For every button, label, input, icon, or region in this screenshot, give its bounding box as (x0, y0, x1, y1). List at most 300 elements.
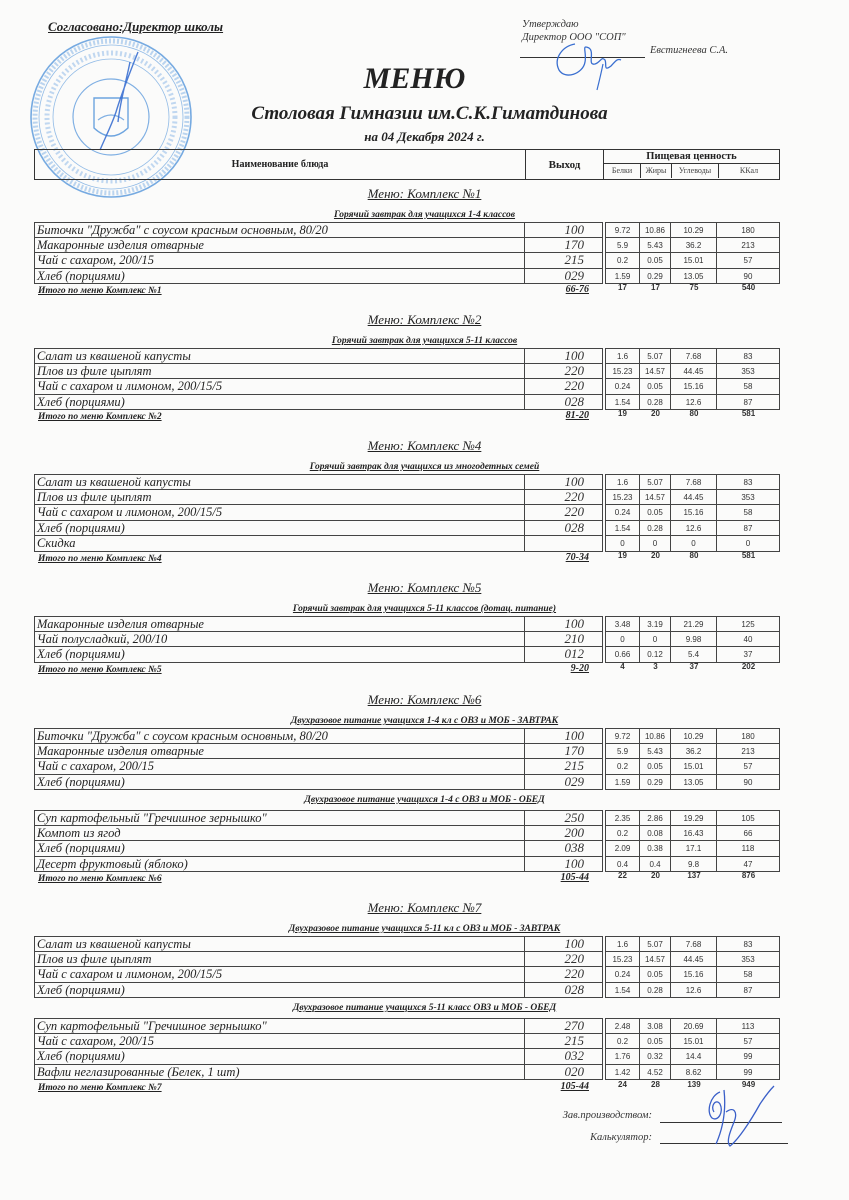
table-row (34, 521, 780, 537)
dish-protein: 3.48 (605, 616, 640, 632)
dish-kcal: 37 (717, 647, 780, 663)
dish-fat: 5.07 (640, 348, 671, 364)
dish-protein: 1.6 (605, 474, 640, 490)
dish-protein: 9.72 (605, 728, 640, 744)
dish-carbs: 16.43 (671, 826, 717, 842)
dish-carbs: 8.62 (671, 1065, 717, 1081)
dish-fat: 0.08 (640, 826, 671, 842)
canteen-name: Столовая Гимназии им.С.К.Гиматдинова (251, 103, 608, 124)
column-group-nutrition (604, 150, 779, 179)
dish-kcal: 0 (717, 536, 780, 552)
dish-carbs: 44.45 (671, 490, 717, 506)
dish-output: 215 (525, 253, 603, 269)
dish-fat: 5.43 (640, 744, 671, 760)
dish-name: Хлеб (порциями) (34, 395, 525, 411)
dish-protein: 5.9 (605, 744, 640, 760)
dish-kcal: 353 (717, 952, 780, 968)
dish-kcal: 83 (717, 474, 780, 490)
dish-fat: 3.19 (640, 616, 671, 632)
dish-protein: 1.54 (605, 983, 640, 999)
dish-output: 100 (525, 936, 603, 952)
total-price: 105-44 (560, 872, 589, 883)
dish-protein: 0 (605, 536, 640, 552)
dish-fat: 14.57 (640, 490, 671, 506)
dish-carbs: 12.6 (671, 395, 717, 411)
approved-by-school-director: Согласовано:Директор школы (48, 19, 224, 34)
column-header-nutrition: Пищевая ценность (604, 150, 779, 164)
dish-protein: 2.09 (605, 841, 640, 857)
complex-total-row (34, 872, 780, 886)
dish-fat: 0.05 (640, 379, 671, 395)
dish-protein: 15.23 (605, 490, 640, 506)
dish-kcal: 83 (717, 348, 780, 364)
dish-protein: 15.23 (605, 364, 640, 380)
dish-fat: 5.07 (640, 474, 671, 490)
total-label: Итого по меню Комплекс №1 (38, 286, 162, 296)
table-row (34, 238, 780, 254)
total-carbs: 75 (689, 283, 699, 292)
approve-line-2: Директор ООО "СОП" (522, 32, 626, 43)
dish-kcal: 87 (717, 521, 780, 537)
dish-name: Чай с сахаром, 200/15 (34, 1034, 525, 1050)
total-carbs: 80 (689, 409, 699, 418)
meal-group-title: Двухразовое питание учащихся 5-11 кл с ОВЗ и МОБ - ЗАВТРАК (288, 924, 561, 934)
dish-output: 028 (525, 521, 603, 537)
dish-name: Хлеб (порциями) (34, 647, 525, 663)
dish-protein: 2.35 (605, 810, 640, 826)
calculator-label: Калькулятор: (590, 1132, 652, 1143)
dish-output: 032 (525, 1049, 603, 1065)
dish-carbs: 15.16 (671, 967, 717, 983)
dish-carbs: 14.4 (671, 1049, 717, 1065)
dish-output: 270 (525, 1018, 603, 1034)
total-protein: 19 (618, 409, 627, 418)
total-label: Итого по меню Комплекс №7 (38, 1083, 162, 1093)
dish-fat: 5.07 (640, 936, 671, 952)
table-row (34, 269, 780, 285)
dish-fat: 0.28 (640, 395, 671, 411)
dish-kcal: 87 (717, 395, 780, 411)
dish-fat: 0.12 (640, 647, 671, 663)
dish-fat: 0.28 (640, 983, 671, 999)
table-row (34, 474, 780, 490)
complex-total-row (34, 1081, 780, 1095)
dish-fat: 0.05 (640, 967, 671, 983)
dish-output: 100 (525, 857, 603, 873)
dish-fat: 0.28 (640, 521, 671, 537)
dish-name: Чай с сахаром, 200/15 (34, 253, 525, 269)
table-row (34, 253, 780, 269)
dish-name: Макаронные изделия отварные (34, 238, 525, 254)
dish-fat: 14.57 (640, 364, 671, 380)
table-row (34, 841, 780, 857)
dish-protein: 2.48 (605, 1018, 640, 1034)
dish-protein: 1.59 (605, 269, 640, 285)
meal-group-title: Горячий завтрак для учащихся 5-11 классов (331, 336, 518, 346)
dish-table (34, 616, 780, 663)
total-price: 9-20 (570, 663, 589, 674)
dish-output: 100 (525, 222, 603, 238)
dish-name: Плов из филе цыплят (34, 490, 525, 506)
dish-name: Салат из квашеной капусты (34, 474, 525, 490)
dish-name: Плов из филе цыплят (34, 952, 525, 968)
table-row (34, 505, 780, 521)
dish-output: 220 (525, 490, 603, 506)
dish-name: Чай полусладкий, 200/10 (34, 632, 525, 648)
total-protein: 22 (618, 871, 627, 880)
dish-kcal: 90 (717, 269, 780, 285)
dish-protein: 1.6 (605, 936, 640, 952)
dish-table (34, 222, 780, 284)
dish-carbs: 10.29 (671, 222, 717, 238)
dish-name: Десерт фруктовый (яблоко) (34, 857, 525, 873)
table-row (34, 395, 780, 411)
dish-kcal: 118 (717, 841, 780, 857)
total-protein: 4 (620, 662, 625, 671)
table-row (34, 647, 780, 663)
dish-name: Плов из филе цыплят (34, 364, 525, 380)
dish-output: 100 (525, 616, 603, 632)
dish-protein: 0.2 (605, 1034, 640, 1050)
dish-carbs: 13.05 (671, 269, 717, 285)
dish-protein: 1.76 (605, 1049, 640, 1065)
production-head-label: Зав.производством: (562, 1110, 652, 1121)
dish-name: Скидка (34, 536, 525, 552)
table-row (34, 1065, 780, 1081)
dish-protein: 0.2 (605, 253, 640, 269)
meal-group-title: Двухразовое питание учащихся 1-4 кл с ОВЗ и МОБ - ЗАВТРАК (290, 716, 559, 726)
complex-title: Меню: Комплекс №7 (367, 900, 482, 915)
dish-protein: 9.72 (605, 222, 640, 238)
dish-fat: 0.38 (640, 841, 671, 857)
dish-kcal: 57 (717, 759, 780, 775)
total-fat: 3 (653, 662, 658, 671)
dish-carbs: 19.29 (671, 810, 717, 826)
dish-kcal: 353 (717, 364, 780, 380)
dish-carbs: 12.6 (671, 521, 717, 537)
dish-output: 250 (525, 810, 603, 826)
table-row (34, 1034, 780, 1050)
total-kcal: 202 (741, 662, 756, 671)
total-price: 81-20 (565, 410, 589, 421)
dish-fat: 0.32 (640, 1049, 671, 1065)
dish-fat: 0.05 (640, 253, 671, 269)
complex-title: Меню: Комплекс №4 (367, 438, 482, 453)
complex-title: Меню: Комплекс №5 (367, 580, 482, 595)
total-fat: 20 (651, 871, 660, 880)
dish-name: Биточки "Дружба" с соусом красным основным, 80/20 (34, 222, 525, 238)
dish-kcal: 113 (717, 1018, 780, 1034)
dish-kcal: 213 (717, 238, 780, 254)
dish-protein: 0.24 (605, 379, 640, 395)
total-kcal: 876 (741, 871, 756, 880)
total-protein: 24 (618, 1080, 627, 1089)
dish-protein: 0.66 (605, 647, 640, 663)
dish-fat: 2.86 (640, 810, 671, 826)
dish-table (34, 728, 780, 790)
dish-fat: 3.08 (640, 1018, 671, 1034)
menu-date: на 04 Декабря 2024 г. (364, 129, 485, 144)
dish-protein: 1.59 (605, 775, 640, 791)
dish-name: Макаронные изделия отварные (34, 616, 525, 632)
production-signature-icon (690, 1082, 780, 1152)
table-row (34, 632, 780, 648)
dish-output: 028 (525, 983, 603, 999)
dish-kcal: 213 (717, 744, 780, 760)
total-price: 66-76 (565, 284, 589, 295)
dish-name: Компот из ягод (34, 826, 525, 842)
complex-title: Меню: Комплекс №6 (367, 692, 482, 707)
dish-protein: 0.4 (605, 857, 640, 873)
table-row (34, 857, 780, 873)
total-kcal: 581 (741, 551, 756, 560)
dish-protein: 1.54 (605, 395, 640, 411)
dish-carbs: 36.2 (671, 744, 717, 760)
dish-name: Хлеб (порциями) (34, 521, 525, 537)
table-row (34, 379, 780, 395)
dish-name: Хлеб (порциями) (34, 269, 525, 285)
dish-name: Салат из квашеной капусты (34, 936, 525, 952)
dish-output: 029 (525, 775, 603, 791)
table-row (34, 759, 780, 775)
table-row (34, 348, 780, 364)
dish-protein: 0.2 (605, 826, 640, 842)
dish-name: Суп картофельный "Гречишное зернышко" (34, 1018, 525, 1034)
dish-fat: 0.29 (640, 775, 671, 791)
table-row (34, 1018, 780, 1034)
column-header-fat: Жиры (641, 164, 672, 178)
complex-title: Меню: Комплекс №1 (367, 186, 482, 201)
dish-table (34, 1018, 780, 1080)
dish-kcal: 125 (717, 616, 780, 632)
table-row (34, 810, 780, 826)
total-label: Итого по меню Комплекс №4 (38, 554, 162, 564)
dish-carbs: 12.6 (671, 983, 717, 999)
dish-fat: 0 (640, 536, 671, 552)
dish-fat: 10.86 (640, 222, 671, 238)
complex-total-row (34, 552, 780, 566)
dish-name: Вафли неглазированные (Белек, 1 шт) (34, 1065, 525, 1081)
dish-carbs: 7.68 (671, 474, 717, 490)
dish-fat: 0.05 (640, 759, 671, 775)
dish-name: Хлеб (порциями) (34, 775, 525, 791)
complex-total-row (34, 410, 780, 424)
column-header-output: Выход (526, 150, 604, 179)
dish-carbs: 9.8 (671, 857, 717, 873)
dish-fat: 5.43 (640, 238, 671, 254)
total-kcal: 581 (741, 409, 756, 418)
total-label: Итого по меню Комплекс №6 (38, 874, 162, 884)
dish-carbs: 10.29 (671, 728, 717, 744)
table-row (34, 983, 780, 999)
table-row (34, 1049, 780, 1065)
dish-name: Макаронные изделия отварные (34, 744, 525, 760)
table-row (34, 364, 780, 380)
dish-carbs: 17.1 (671, 841, 717, 857)
total-fat: 20 (651, 551, 660, 560)
table-row (34, 967, 780, 983)
dish-name: Биточки "Дружба" с соусом красным основным, 80/20 (34, 728, 525, 744)
dish-kcal: 180 (717, 222, 780, 238)
dish-table (34, 348, 780, 410)
dish-kcal: 40 (717, 632, 780, 648)
dish-output: 220 (525, 505, 603, 521)
dish-output: 220 (525, 364, 603, 380)
dish-fat: 0.05 (640, 1034, 671, 1050)
dish-fat: 0.4 (640, 857, 671, 873)
dish-name: Хлеб (порциями) (34, 1049, 525, 1065)
total-price: 70-34 (565, 552, 589, 563)
total-carbs: 139 (687, 1080, 701, 1089)
dish-table (34, 936, 780, 998)
table-row (34, 744, 780, 760)
dish-protein: 15.23 (605, 952, 640, 968)
total-kcal: 949 (741, 1080, 756, 1089)
table-row (34, 775, 780, 791)
dish-fat: 0.29 (640, 269, 671, 285)
dish-output (525, 536, 603, 552)
dish-name: Хлеб (порциями) (34, 841, 525, 857)
dish-kcal: 105 (717, 810, 780, 826)
dish-kcal: 58 (717, 379, 780, 395)
table-row (34, 222, 780, 238)
dish-kcal: 57 (717, 1034, 780, 1050)
dish-kcal: 353 (717, 490, 780, 506)
dish-output: 220 (525, 952, 603, 968)
complex-total-row (34, 284, 780, 298)
dish-table (34, 474, 780, 552)
total-protein: 19 (618, 551, 627, 560)
total-kcal: 540 (741, 283, 756, 292)
dish-kcal: 66 (717, 826, 780, 842)
column-header-kcal: ККал (739, 166, 759, 175)
dish-output: 200 (525, 826, 603, 842)
dish-output: 170 (525, 744, 603, 760)
dish-carbs: 7.68 (671, 348, 717, 364)
dish-protein: 0.2 (605, 759, 640, 775)
dish-output: 100 (525, 728, 603, 744)
dish-output: 038 (525, 841, 603, 857)
dish-carbs: 20.69 (671, 1018, 717, 1034)
dish-protein: 0 (605, 632, 640, 648)
table-row (34, 490, 780, 506)
table-row (34, 616, 780, 632)
total-carbs: 37 (689, 662, 699, 671)
dish-fat: 10.86 (640, 728, 671, 744)
table-row (34, 536, 780, 552)
complex-total-row (34, 663, 780, 677)
dish-output: 170 (525, 238, 603, 254)
dish-fat: 4.52 (640, 1065, 671, 1081)
dish-fat: 14.57 (640, 952, 671, 968)
dish-carbs: 5.4 (671, 647, 717, 663)
dish-table (34, 810, 780, 872)
total-protein: 17 (618, 283, 627, 292)
dish-kcal: 87 (717, 983, 780, 999)
approver-name: Евстигнеева С.А. (650, 45, 728, 56)
dish-kcal: 180 (717, 728, 780, 744)
dish-carbs: 36.2 (671, 238, 717, 254)
dish-protein: 1.6 (605, 348, 640, 364)
column-header-dish-name: Наименование блюда (35, 150, 526, 179)
page-title: МЕНЮ (363, 62, 466, 95)
approve-line-1: Утверждаю (522, 19, 579, 30)
total-fat: 17 (651, 283, 660, 292)
total-label: Итого по меню Комплекс №2 (38, 412, 162, 422)
dish-kcal: 99 (717, 1065, 780, 1081)
dish-kcal: 90 (717, 775, 780, 791)
dish-protein: 5.9 (605, 238, 640, 254)
total-price: 105-44 (560, 1081, 589, 1092)
total-carbs: 80 (689, 551, 699, 560)
dish-name: Салат из квашеной капусты (34, 348, 525, 364)
dish-kcal: 47 (717, 857, 780, 873)
dish-carbs: 15.01 (671, 253, 717, 269)
meal-group-title: Горячий завтрак для учащихся 1-4 классов (333, 210, 516, 220)
dish-fat: 0.05 (640, 505, 671, 521)
dish-carbs: 0 (671, 536, 717, 552)
dish-carbs: 15.01 (671, 1034, 717, 1050)
dish-carbs: 13.05 (671, 775, 717, 791)
dish-kcal: 99 (717, 1049, 780, 1065)
dish-carbs: 7.68 (671, 936, 717, 952)
complex-title: Меню: Комплекс №2 (367, 312, 482, 327)
meal-group-title: Двухразовое питание учащихся 1-4 с ОВЗ и МОБ - ОБЕД (304, 795, 545, 805)
dish-carbs: 15.16 (671, 505, 717, 521)
table-row (34, 936, 780, 952)
dish-carbs: 15.16 (671, 379, 717, 395)
meal-group-title: Горячий завтрак для учащихся из многодетных семей (309, 462, 540, 472)
dish-name: Суп картофельный "Гречишное зернышко" (34, 810, 525, 826)
dish-protein: 1.42 (605, 1065, 640, 1081)
dish-output: 220 (525, 379, 603, 395)
dish-carbs: 21.29 (671, 616, 717, 632)
total-fat: 28 (651, 1080, 660, 1089)
table-row (34, 728, 780, 744)
dish-name: Чай с сахаром и лимоном, 200/15/5 (34, 967, 525, 983)
dish-output: 100 (525, 474, 603, 490)
dish-output: 029 (525, 269, 603, 285)
dish-protein: 0.24 (605, 967, 640, 983)
column-header-carbs: Углеводы (672, 164, 719, 178)
dish-kcal: 58 (717, 505, 780, 521)
column-header-protein: Белки (604, 164, 641, 178)
dish-output: 028 (525, 395, 603, 411)
dish-kcal: 57 (717, 253, 780, 269)
total-fat: 20 (651, 409, 660, 418)
dish-name: Чай с сахаром и лимоном, 200/15/5 (34, 505, 525, 521)
meal-group-title: Двухразовое питание учащихся 5-11 класс ОВЗ и МОБ - ОБЕД (292, 1003, 557, 1013)
dish-carbs: 44.45 (671, 364, 717, 380)
dish-kcal: 83 (717, 936, 780, 952)
dish-protein: 1.54 (605, 521, 640, 537)
table-row (34, 826, 780, 842)
dish-name: Чай с сахаром, 200/15 (34, 759, 525, 775)
dish-carbs: 44.45 (671, 952, 717, 968)
dish-protein: 0.24 (605, 505, 640, 521)
table-row (34, 952, 780, 968)
dish-output: 220 (525, 967, 603, 983)
dish-name: Хлеб (порциями) (34, 983, 525, 999)
dish-output: 215 (525, 759, 603, 775)
dish-name: Чай с сахаром и лимоном, 200/15/5 (34, 379, 525, 395)
total-carbs: 137 (687, 871, 701, 880)
dish-output: 012 (525, 647, 603, 663)
dish-fat: 0 (640, 632, 671, 648)
dish-output: 210 (525, 632, 603, 648)
dish-carbs: 15.01 (671, 759, 717, 775)
dish-kcal: 58 (717, 967, 780, 983)
